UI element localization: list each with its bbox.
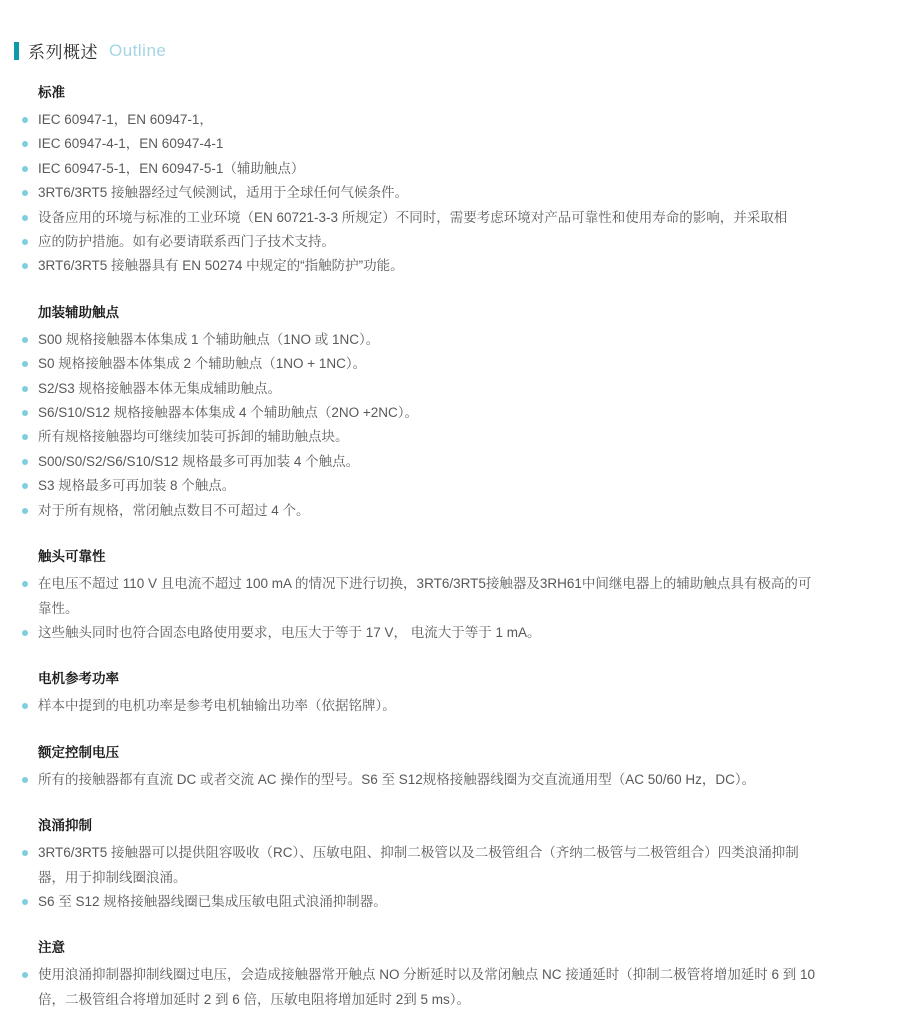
list-item <box>22 450 822 474</box>
list-item <box>22 841 822 890</box>
list-item <box>22 499 822 523</box>
bullet-dot-icon <box>22 141 28 147</box>
list-item <box>22 572 822 621</box>
list-item <box>22 474 822 498</box>
list-item-text: 所有规格接触器均可继续加装可拆卸的辅助触点块。 <box>38 429 349 445</box>
list-item-text: S00 规格接触器本体集成 1 个辅助触点（1NO 或 1NC）。 <box>38 331 380 347</box>
bullet-dot-icon <box>22 263 28 269</box>
section-heading: 注意 <box>38 940 65 956</box>
list-item-text: 使用浪涌抑制器抑制线圈过电压，会造成接触器常开触点 NO 分断延时以及常闭触点 NC 接通延时（抑制二极管将增加延时 6 到 10 倍，二极管组合将增加延时 2 到 6 倍，压敏电阻将增加延时 2到 5 ms）。 <box>38 967 816 1007</box>
bullet-dot-icon <box>22 899 28 905</box>
page-title: 系列概述 <box>28 43 98 62</box>
list-item-text: S3 规格最多可再加装 8 个触点。 <box>38 478 236 494</box>
bullet-list <box>22 328 822 523</box>
section-heading: 浪涌抑制 <box>38 818 92 834</box>
bullet-dot-icon <box>22 459 28 465</box>
list-item <box>22 890 822 914</box>
bullet-dot-icon <box>22 190 28 196</box>
bullet-list <box>22 963 822 1012</box>
bullet-dot-icon <box>22 483 28 489</box>
bullet-dot-icon <box>22 215 28 221</box>
bullet-dot-icon <box>22 630 28 636</box>
bullet-dot-icon <box>22 581 28 587</box>
list-item <box>22 157 822 181</box>
section-heading: 触头可靠性 <box>38 549 106 565</box>
list-item-text: 这些触头同时也符合固态电路使用要求，电压大于等于 17 V， 电流大于等于 1 mA。 <box>38 624 541 640</box>
section-heading: 加装辅助触点 <box>38 304 119 320</box>
list-item <box>22 181 822 205</box>
bullet-dot-icon <box>22 850 28 856</box>
bullet-dot-icon <box>22 117 28 123</box>
bullet-list <box>22 694 822 718</box>
list-item-text: 在电压不超过 110 V 且电流不超过 100 mA 的情况下进行切换，3RT6/3RT5接触器及3RH61中间继电器上的辅助触点具有极高的可靠性。 <box>38 576 812 616</box>
list-item <box>22 768 822 792</box>
section <box>22 81 822 279</box>
bullet-list <box>22 108 822 279</box>
list-item-text: S6 至 S12 规格接触器线圈已集成压敏电阻式浪涌抑制器。 <box>38 893 387 909</box>
list-item <box>22 377 822 401</box>
list-item-text: S2/S3 规格接触器本体无集成辅助触点。 <box>38 380 282 396</box>
page-header <box>14 38 900 63</box>
section <box>22 814 822 914</box>
section-heading: 电机参考功率 <box>38 671 119 687</box>
list-item-text: 3RT6/3RT5 接触器具有 EN 50274 中规定的“指触防护”功能。 <box>38 258 404 274</box>
section <box>22 301 822 523</box>
bullet-list <box>22 841 822 914</box>
list-item-text: 应的防护措施。如有必要请联系西门子技术支持。 <box>38 234 335 250</box>
list-item <box>22 963 822 1012</box>
list-item-text: 对于所有规格，常闭触点数目不可超过 4 个。 <box>38 502 310 518</box>
list-item-text: S00/S0/S2/S6/S10/S12 规格最多可再加装 4 个触点。 <box>38 453 360 469</box>
list-item-text: S0 规格接触器本体集成 2 个辅助触点（1NO + 1NC）。 <box>38 356 367 372</box>
list-item <box>22 328 822 352</box>
bullet-list <box>22 572 822 645</box>
list-item <box>22 254 822 278</box>
bullet-dot-icon <box>22 777 28 783</box>
section <box>22 667 822 718</box>
bullet-dot-icon <box>22 239 28 245</box>
page-subtitle: Outline <box>109 40 167 60</box>
list-item <box>22 352 822 376</box>
bullet-dot-icon <box>22 972 28 978</box>
section <box>22 741 822 792</box>
list-item <box>22 206 822 230</box>
section <box>22 545 822 645</box>
list-item-text: 3RT6/3RT5 接触器可以提供阻容吸收（RC）、压敏电阻、抑制二极管以及二极管组合（齐纳二极管与二极管组合）四类浪涌抑制器，用于抑制线圈浪涌。 <box>38 845 799 885</box>
bullet-dot-icon <box>22 703 28 709</box>
bullet-dot-icon <box>22 508 28 514</box>
list-item <box>22 108 822 132</box>
list-item-text: 3RT6/3RT5 接触器经过气候测试，适用于全球任何气候条件。 <box>38 185 409 201</box>
section-heading: 额定控制电压 <box>38 744 119 760</box>
bullet-dot-icon <box>22 337 28 343</box>
section <box>22 936 822 1012</box>
bullet-dot-icon <box>22 434 28 440</box>
accent-bar-icon <box>14 42 19 60</box>
bullet-dot-icon <box>22 166 28 172</box>
list-item <box>22 401 822 425</box>
list-item-text: IEC 60947-5-1，EN 60947-5-1（辅助触点） <box>38 160 305 176</box>
list-item-text: S6/S10/S12 规格接触器本体集成 4 个辅助触点（2NO +2NC）。 <box>38 405 418 421</box>
list-item-text: 所有的接触器都有直流 DC 或者交流 AC 操作的型号。S6 至 S12规格接触器线圈为交直流通用型（AC 50/60 Hz，DC）。 <box>38 771 756 787</box>
list-item-text: 设备应用的环境与标准的工业环境（EN 60721-3-3 所规定）不同时，需要考虑环境对产品可靠性和使用寿命的影响，并采取相 <box>38 209 788 225</box>
list-item <box>22 621 822 645</box>
list-item <box>22 230 822 254</box>
list-item <box>22 694 822 718</box>
list-item-text: 样本中提到的电机功率是参考电机轴输出功率（依据铭牌）。 <box>38 698 396 714</box>
bullet-list <box>22 768 822 792</box>
bullet-dot-icon <box>22 410 28 416</box>
list-item-text: IEC 60947-1，EN 60947-1， <box>38 112 213 127</box>
list-item <box>22 132 822 156</box>
list-item <box>22 425 822 449</box>
section-heading: 标准 <box>38 85 65 100</box>
bullet-dot-icon <box>22 361 28 367</box>
list-item-text: IEC 60947-4-1，EN 60947-4-1 <box>38 136 224 152</box>
sections-container <box>22 81 822 1012</box>
bullet-dot-icon <box>22 386 28 392</box>
